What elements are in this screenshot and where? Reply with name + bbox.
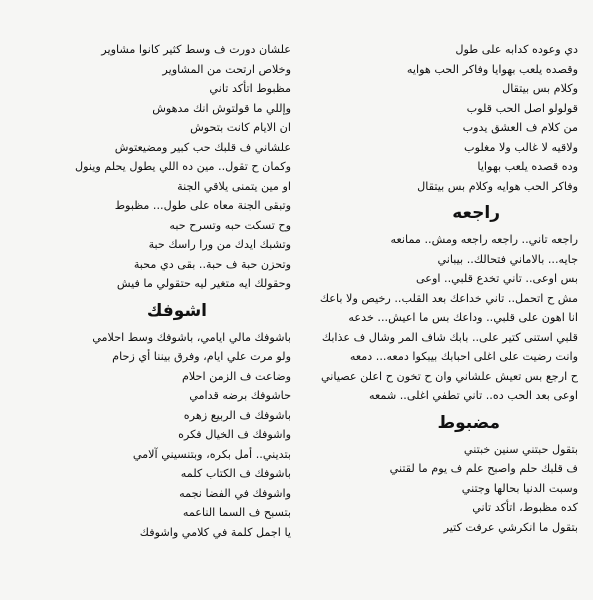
- lyric-line: وفاكر الحب هوايه وكلام بس بيتقال: [417, 179, 578, 193]
- lyric-line: ولاقيه لا غالب ولا مغلوب: [464, 140, 578, 154]
- lyric-line: واشوفك ف الخيال فكره: [178, 428, 291, 441]
- lyric-line: بتقول حبتني سنين خبتني: [463, 442, 578, 456]
- lyric-line: باشوفك ف الكتاب كلمه: [180, 467, 291, 480]
- lyric-line: وحقولك ايه متغير ليه حتقولي ما فيش: [116, 277, 291, 290]
- lyric-line: او مين يتمنى يلاقي الجنة: [177, 179, 291, 193]
- lyric-line: وده قصده يلعب بهوايا: [477, 160, 578, 173]
- lyric-line: مظبوط اتأكد تاني: [209, 82, 291, 95]
- right-column: [306, 40, 578, 537]
- lyric-line: واشوفك في الفضا نجمه: [179, 486, 291, 500]
- lyric-line: وإللي ما قولتوش انك مدهوش: [152, 101, 291, 115]
- lyric-line: اوعى بعد الحب ده.. تاني تطفي اغلى.. شمعه: [368, 389, 578, 402]
- lyric-line: وتبقى الجنة معاه على طول... مظبوط: [114, 199, 291, 212]
- lyric-line: باشوفك ف الربيع زهره: [183, 408, 291, 422]
- lyric-line: وكمان ح تقول.. مين ده اللي يطول يحلم وينول: [74, 160, 291, 173]
- lyric-line: علشاني ف قلبك حب كبير ومضيعتوش: [114, 140, 291, 154]
- section-title-ragaa: راجعه: [452, 203, 500, 223]
- lyric-line: وكلام بس بيتقال: [502, 82, 578, 95]
- lyric-line: وتشبك ايدك من ورا راسك حبة: [148, 238, 291, 251]
- lyric-line: مش ح اتحمل.. تاني خداعك بعد القلب.. رخيص ولا باعك: [319, 291, 578, 305]
- lyric-line: وسبت الدنيا بحالها وجتني: [461, 481, 578, 495]
- lyric-line: باشوفك مالي ايامي، باشوفك وسط احلامي: [92, 330, 291, 344]
- lyric-line: بس اوعى.. تاني تخدع قلبي.. اوعى: [415, 272, 578, 285]
- lyric-line: انا اهون على قلبي.. وداعك بس ما اعيش... خدعه: [348, 311, 578, 324]
- lyric-line: وح تسكت حبه وتسرح حبه: [169, 218, 291, 232]
- lyric-line: وانت رضيت على اغلى احبابك بيبكوا دمعه... دمعه: [349, 350, 578, 363]
- lyric-line: يا اجمل كلمة في كلامي واشوفك: [139, 525, 291, 539]
- lyric-line: بتسبح ف السما الناعمه: [182, 506, 291, 519]
- lyric-line: علشان دورت ف وسط كثير كانوا مشاوير: [101, 43, 291, 56]
- section-title-mazboot: مضبوط: [437, 412, 500, 433]
- lyric-line: وتحزن حبة ف حبة.. بقى دي محبة: [133, 257, 291, 271]
- lyric-line: وخلاص ارتحت من المشاوير: [162, 62, 291, 76]
- lyric-line: ان الايام كانت بتحوش: [190, 121, 291, 134]
- lyric-line: جايه... بالاماني فتحالك.. بيباني: [437, 252, 578, 266]
- lyric-line: قولولو اصل الحب قلوب: [466, 101, 578, 115]
- section-title-ashofak: اشوفك: [146, 300, 207, 321]
- lyric-line: ح ارجع بس تعيش علشاني وان ح تخون ح اعلن عصياني: [320, 369, 578, 383]
- lyric-line: كده مظبوط، اتأكد تاني: [472, 501, 578, 514]
- lyric-line: راجعه تاني.. راجعه راجعه ومش.. ممانعه: [390, 233, 578, 246]
- left-column: [21, 40, 291, 542]
- lyric-line: بتديني.. أمل بكره، وبتنسيني آلامي: [132, 447, 291, 461]
- lyric-line: وضاعت ف الزمن احلام: [181, 369, 291, 383]
- lyric-line: ف قلبك حلم واصبح علم ف يوم ما لقتني: [389, 462, 578, 475]
- lyric-line: وقصده يلعب بهوايا وفاكر الحب هوايه: [406, 62, 578, 76]
- lyric-line: قلبي استنى كتير على.. بابك شاف المر وشال ف عذابك: [321, 330, 578, 344]
- lyric-line: بتقول ما انكرشي عرفت كتير: [443, 520, 578, 534]
- lyric-line: من كلام ف العشق يدوب: [462, 121, 578, 134]
- lyric-line: دي وعوده كدابه على طول: [455, 43, 578, 56]
- lyric-line: حاشوفك برضه قدامي: [189, 389, 291, 402]
- lyric-line: ولو مرت علي ايام، وفرق بيننا أي زحام: [112, 350, 291, 363]
